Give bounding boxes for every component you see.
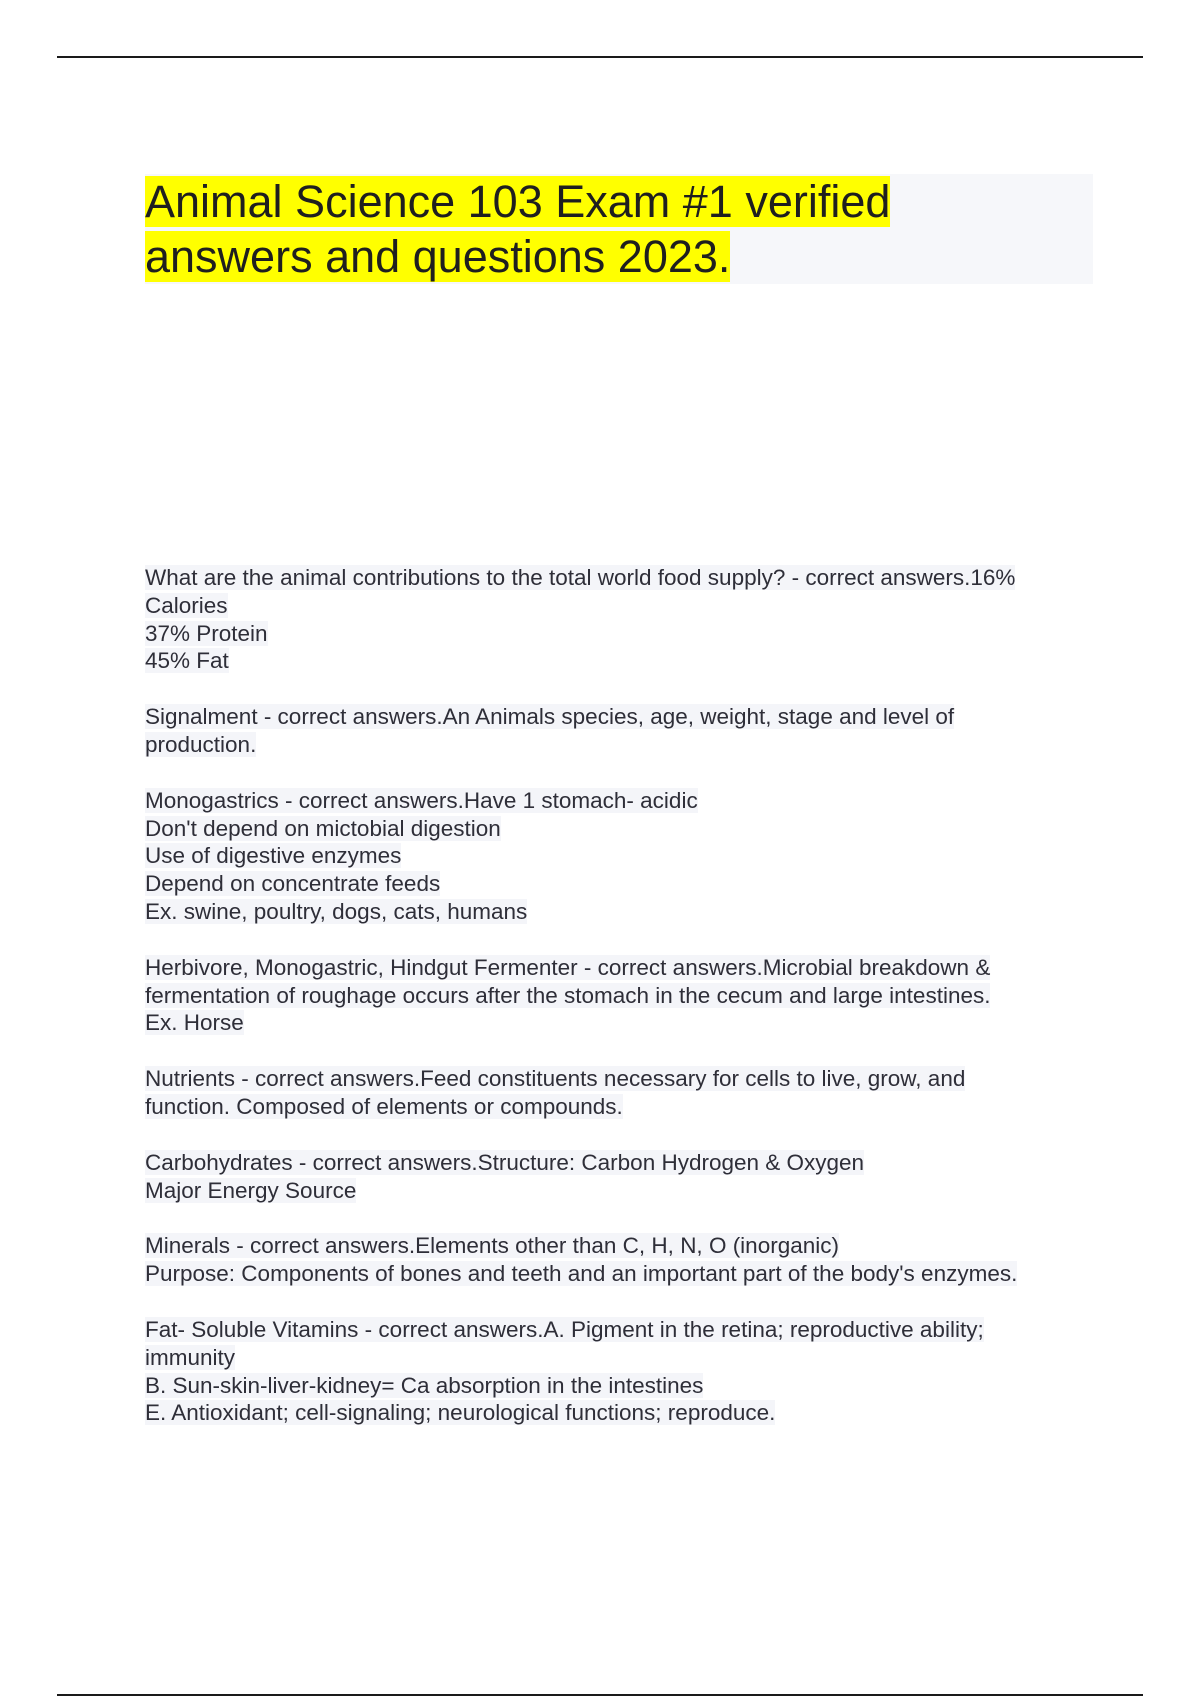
qa-line <box>145 842 1105 870</box>
qa-line <box>145 1009 1105 1037</box>
qa-line <box>145 731 1105 759</box>
qa-line-text: fermentation of roughage occurs after the stomach in the cecum and large intestines. <box>145 982 991 1008</box>
qa-line <box>145 1065 1105 1093</box>
qa-line-text: function. Composed of elements or compounds. <box>145 1093 623 1119</box>
qa-entry <box>145 1065 1105 1121</box>
qa-line <box>145 898 1105 926</box>
qa-line-text: Use of digestive enzymes <box>145 843 402 869</box>
qa-line-text: 37% Protein <box>145 620 268 646</box>
qa-line <box>145 1232 1105 1260</box>
page-bottom-rule <box>57 1694 1143 1696</box>
qa-line <box>145 564 1105 592</box>
document-title <box>145 174 1093 284</box>
qa-entry <box>145 1232 1105 1288</box>
qa-line-text: Carbohydrates - correct answers.Structure: Carbon Hydrogen & Oxygen <box>145 1149 865 1175</box>
qa-line-text: 45% Fat <box>145 648 229 674</box>
qa-line <box>145 647 1105 675</box>
qa-line <box>145 703 1105 731</box>
qa-line <box>145 815 1105 843</box>
qa-line <box>145 1372 1105 1400</box>
qa-line <box>145 1149 1105 1177</box>
qa-line-text: Monogastrics - correct answers.Have 1 stomach- acidic <box>145 787 698 813</box>
qa-line-text: Depend on concentrate feeds <box>145 871 441 897</box>
qa-line <box>145 870 1105 898</box>
qa-entry <box>145 787 1105 926</box>
qa-line-text: immunity <box>145 1344 236 1370</box>
qa-line-text: Don't depend on mictobial digestion <box>145 815 501 841</box>
qa-line <box>145 1093 1105 1121</box>
qa-line <box>145 954 1105 982</box>
qa-line-text: What are the animal contributions to the total world food supply? - correct answers.16% <box>145 565 1016 590</box>
qa-line-text: Fat- Soluble Vitamins - correct answers.A. Pigment in the retina; reproductive ability; <box>145 1316 984 1342</box>
qa-line-text: Major Energy Source <box>145 1177 357 1203</box>
qa-line <box>145 1316 1105 1344</box>
qa-line <box>145 620 1105 648</box>
qa-line-text: Herbivore, Monogastric, Hindgut Fermenter - correct answers.Microbial breakdown & <box>145 954 991 980</box>
qa-line <box>145 982 1105 1010</box>
qa-line <box>145 1177 1105 1205</box>
qa-line <box>145 1344 1105 1372</box>
qa-line-text: Ex. Horse <box>145 1010 244 1036</box>
qa-line-text: Calories <box>145 592 228 618</box>
qa-line <box>145 592 1105 620</box>
qa-list <box>145 564 1105 1455</box>
qa-line-text: Signalment - correct answers.An Animals species, age, weight, stage and level of <box>145 704 955 730</box>
title-line-2: answers and questions 2023. <box>145 231 731 282</box>
qa-entry <box>145 564 1105 675</box>
qa-entry <box>145 703 1105 759</box>
qa-line-text: Minerals - correct answers.Elements other than C, H, N, O (inorganic) <box>145 1233 839 1259</box>
qa-entry <box>145 954 1105 1037</box>
qa-line-text: B. Sun-skin-liver-kidney= Ca absorption in the intestines <box>145 1372 704 1398</box>
qa-line-text: E. Antioxidant; cell-signaling; neurological functions; reproduce. <box>145 1400 776 1426</box>
qa-line-text: Nutrients - correct answers.Feed constituents necessary for cells to live, grow, and <box>145 1066 966 1092</box>
qa-line <box>145 1399 1105 1427</box>
qa-entry <box>145 1316 1105 1427</box>
qa-line-text: Ex. swine, poultry, dogs, cats, humans <box>145 898 528 924</box>
qa-line <box>145 1260 1105 1288</box>
qa-line-text: Purpose: Components of bones and teeth and an important part of the body's enzymes. <box>145 1261 1018 1287</box>
title-line-1: Animal Science 103 Exam #1 verified <box>145 176 891 227</box>
page-top-rule <box>57 56 1143 58</box>
qa-line-text: production. <box>145 731 257 757</box>
qa-line <box>145 787 1105 815</box>
qa-entry <box>145 1149 1105 1205</box>
